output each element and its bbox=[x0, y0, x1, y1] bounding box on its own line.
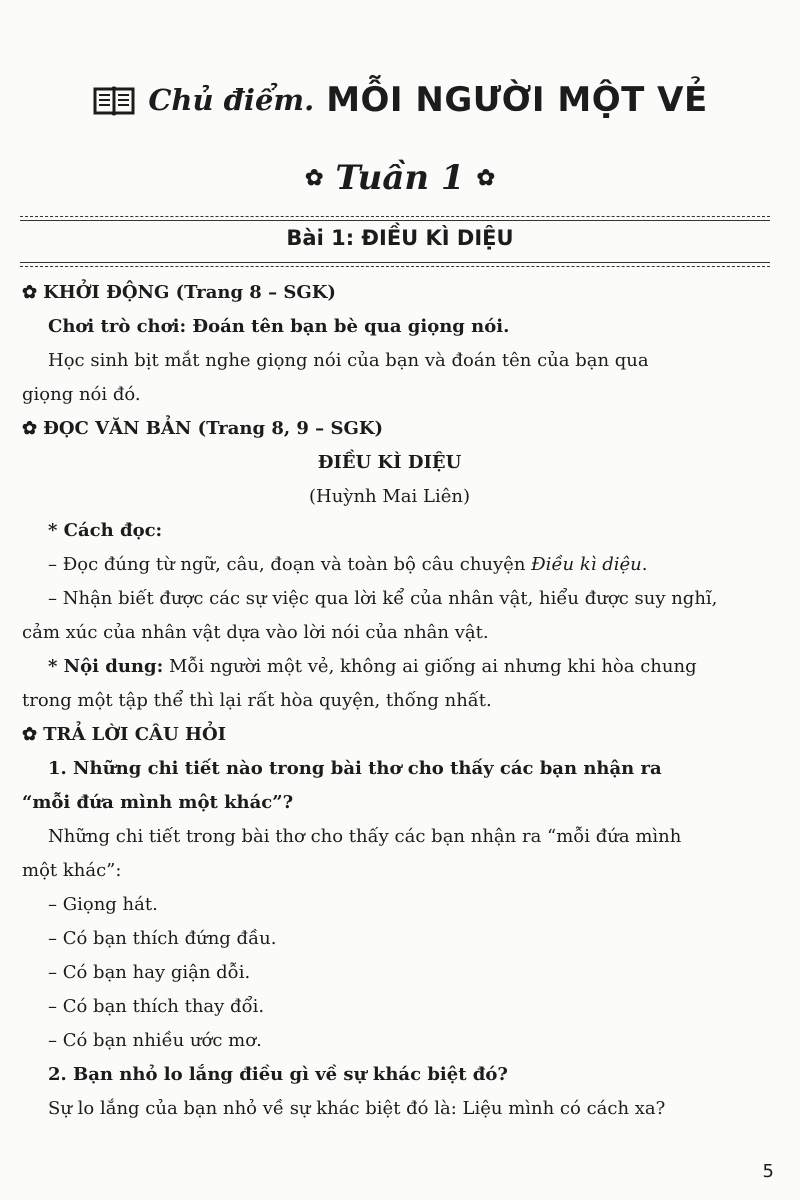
week-title: Tuần 1 bbox=[335, 158, 465, 198]
answer-2: Sự lo lắng của bạn nhỏ về sự khác biệt đó là: Liệu mình có cách xa? bbox=[48, 1098, 666, 1119]
answer-1: Những chi tiết trong bài thơ cho thấy các bạn nhận ra “mỗi đứa mình bbox=[48, 826, 682, 847]
answer-1-list-item: – Có bạn hay giận dỗi. bbox=[48, 962, 251, 983]
flower-bullet-icon: ✿ bbox=[22, 282, 38, 303]
chapter-title: MỖI NGƯỜI MỘT VẺ bbox=[326, 80, 708, 120]
warmup-description: Học sinh bịt mắt nghe giọng nói của bạn và đoán tên của bạn qua bbox=[48, 350, 649, 371]
how-to-read-label: * Cách đọc: bbox=[48, 520, 163, 541]
answer-1-list-item: – Giọng hát. bbox=[48, 894, 158, 915]
content-summary: * Nội dung: Mỗi người một vẻ, không ai giống ai nhưng khi hòa chung bbox=[48, 656, 697, 677]
how-to-read-item: – Đọc đúng từ ngữ, câu, đoạn và toàn bộ câu chuyện Điều kì diệu. bbox=[48, 554, 648, 575]
divider bbox=[20, 220, 770, 221]
week-header bbox=[0, 158, 800, 198]
divider bbox=[20, 262, 770, 263]
page-number: 5 bbox=[762, 1161, 774, 1182]
how-to-read-item: – Nhận biết được các sự việc qua lời kể của nhân vật, hiểu được suy nghĩ, bbox=[48, 588, 718, 609]
text-title: ĐIỀU KÌ DIỆU bbox=[317, 452, 462, 473]
flower-bullet-icon: ✿ bbox=[22, 418, 38, 439]
section-heading-reading: ✿ ĐỌC VĂN BẢN (Trang 8, 9 – SGK) bbox=[22, 418, 383, 439]
question-1: “mỗi đứa mình một khác”? bbox=[22, 792, 294, 813]
divider bbox=[20, 216, 770, 217]
chapter-label: Chủ điểm. bbox=[148, 83, 315, 117]
answer-1-list-item: – Có bạn thích đứng đầu. bbox=[48, 928, 277, 949]
how-to-read-item: cảm xúc của nhân vật dựa vào lời nói của nhân vật. bbox=[22, 622, 489, 643]
question-1: 1. Những chi tiết nào trong bài thơ cho thấy các bạn nhận ra bbox=[48, 758, 662, 779]
answer-1-list-item: – Có bạn nhiều ước mơ. bbox=[48, 1030, 262, 1051]
lesson-content bbox=[22, 276, 757, 1126]
question-2: 2. Bạn nhỏ lo lắng điều gì về sự khác biệt đó? bbox=[48, 1064, 508, 1085]
answer-1-list-item: – Có bạn thích thay đổi. bbox=[48, 996, 265, 1017]
lesson-title: Bài 1: ĐIỀU KÌ DIỆU bbox=[286, 226, 514, 250]
flower-ornament-icon: ✿ bbox=[304, 165, 324, 191]
section-heading-warmup: ✿ KHỞI ĐỘNG (Trang 8 – SGK) bbox=[22, 282, 336, 303]
divider bbox=[20, 266, 770, 267]
section-heading-questions: ✿ TRẢ LỜI CÂU HỎI bbox=[22, 724, 227, 745]
text-author: (Huỳnh Mai Liên) bbox=[308, 486, 470, 507]
flower-ornament-icon: ✿ bbox=[476, 165, 496, 191]
content-summary: trong một tập thể thì lại rất hòa quyện, thống nhất. bbox=[22, 690, 492, 711]
chapter-header bbox=[0, 80, 800, 120]
flower-bullet-icon: ✿ bbox=[22, 724, 38, 745]
warmup-description: giọng nói đó. bbox=[22, 384, 141, 405]
warmup-activity: Chơi trò chơi: Đoán tên bạn bè qua giọng nói. bbox=[48, 316, 510, 337]
open-book-icon bbox=[92, 84, 136, 116]
answer-1: một khác”: bbox=[22, 860, 122, 881]
